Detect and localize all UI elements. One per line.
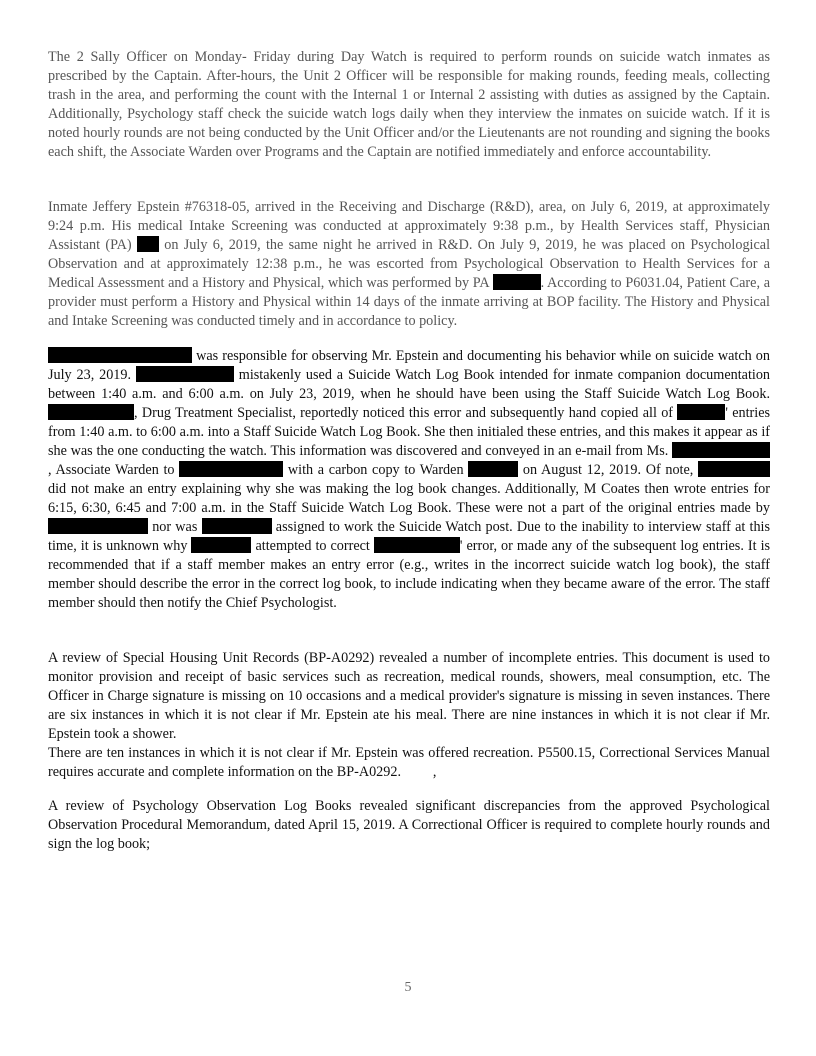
page-number: 5 — [404, 980, 412, 995]
redaction-box — [374, 537, 460, 553]
text-segment: was responsible for observing Mr. Epstein and documenting his behavior while on suicide watch on July 23, 2019. — [48, 348, 770, 383]
text-segment: on August 12, 2019. Of note, — [522, 462, 694, 478]
text-segment: nor was — [152, 519, 198, 535]
text-segment: . According to P6031.04, Patient Care, a provider must perform a History and Physical within 14 days of the inmate arriving at BOP facility. The History and Physical and Intake Screening was conducted timely and in accordance to policy. — [48, 275, 770, 329]
text-segment: , Associate Warden to — [48, 462, 175, 478]
text-segment: on July 6, 2019, the same night he arrived in R&D. On July 9, 2019, he was placed on Psychological Observation and at approximately 12:38 p.m., he was escorted from Psychological Observation to Health Services for a Medical Assessment and a History and Physical, which was performed by PA — [48, 237, 771, 291]
text-segment: did not make an entry explaining why she was making the log book changes. Additionally, M Coates then wrote entries for 6:15, 6:30, 6:45 and 7:00 a.m. in the Staff Suicide Watch Log Book. These were not a part of the original entries made by — [48, 481, 770, 516]
text-segment: attempted to correct — [255, 538, 370, 554]
text-segment: ' entries from 1:40 — [48, 405, 771, 440]
redaction-box — [48, 518, 148, 534]
redaction-box — [672, 442, 770, 458]
redaction-box — [48, 347, 192, 363]
text-segment: There are ten instances in which it is not clear if Mr. Epstein was offered recreation. P5500.15, Correctional Services Manual requires accurate and complete information on the BP-A0292. — [48, 745, 770, 780]
redaction-box — [136, 366, 234, 382]
redaction-box — [179, 461, 283, 477]
text-segment: 1:40 a.m. and 6:00 a.m. on July 23, 2019, when he should have been using the Staff Suicide Watch Log Book. — [101, 386, 771, 402]
paragraph-psychology-log-books: A review of Psychology Observation Log Books revealed significant discrepancies from the approved Psychological Observation Procedural Memorandum, dated April 15, 2019. A Correctional Officer is required to complete hourly rounds and sign the log book; — [48, 798, 770, 852]
text-segment: with a carbon copy to Warden — [287, 462, 464, 478]
document-page — [48, 48, 770, 854]
text-segment: Inmate Jeffery Epstein #76318-05, arrived in the Receiving and Discharge (R&D), area, on July 6, 2019, at approximately 9:24 p.m. His medical Intake Screening was conducted at approximately 9:38 p.m., by Health Services staff, Physician Assistant (PA) — [48, 199, 770, 253]
text-segment: mistakenly used a Suicide Watch Log Book intended for inmate companion documentation between — [48, 367, 771, 402]
text-segment: a.m. to 6:00 a.m. into a Staff Suicide Watch Log Book. She then initialed these entries, and this makes it appear as if she was the one conducting the watch. This information was discovered and conveyed in an e-mail from Ms. — [48, 424, 770, 459]
redaction-box — [48, 404, 134, 420]
paragraph-suicide-watch-rounds: The 2 Sally Officer on Monday- Friday during Day Watch is required to perform rounds on suicide watch inmates as prescribed by the Captain. After-hours, the Unit 2 Officer will be responsible for making rounds, feeding meals, collecting trash in the area, and performing the count with the Internal 1 or Internal 2 assisting with duties as assigned by the Captain. Additionally, Psychology staff check the suicide watch logs daily when they interview the inmates on suicide watch. If it is noted hourly rounds are not being conducted by the Unit Officer and/or the Lieutenants are not rounding and signing the books each shift, the Associate Warden over Programs and the Captain are notified immediately and enforce accountability. — [48, 49, 770, 160]
paragraph-epstein-arrival — [48, 198, 770, 331]
text-segment: , Drug Treatment Specialist, reportedly noticed this error and subsequently hand copied all of — [134, 405, 674, 421]
redaction-box — [677, 404, 725, 420]
stray-comma: , — [432, 764, 437, 780]
redaction-box — [493, 274, 541, 290]
redaction-box — [191, 537, 251, 553]
redaction-box — [468, 461, 518, 477]
text-segment: ' error, or made any of the subsequent log entries. It is recommended that if a staff member makes an entry error (e.g., writes in the incorrect suicide watch log book), the staff member should describe the error in the correct log book, to include indicating when they became aware of the error. The staff member should then notify the Chief Psychologist. — [48, 538, 771, 611]
paragraph-shu-records: A review of Special Housing Unit Records (BP-A0292) revealed a number of incomplete entries. This document is used to monitor provision and receipt of basic services such as recreation, medical rounds, showers, meal consumption, etc. The Officer in Charge signature is missing on 10 occasions and a medical provider's signature is missing in seven instances. There are six instances in which it is not clear if Mr. Epstein ate his meal. There are nine instances in which it is not clear if Mr. Epstein took a shower. — [48, 650, 770, 742]
paragraph-recreation — [48, 744, 770, 782]
text-segment: assigned to work the Suicide Watch post. Due to the inability to interview staff at this time, it is unknown why — [48, 519, 771, 554]
redaction-box — [137, 236, 159, 252]
paragraph-log-book-error — [48, 347, 770, 613]
redaction-box — [202, 518, 272, 534]
redaction-box — [698, 461, 770, 477]
